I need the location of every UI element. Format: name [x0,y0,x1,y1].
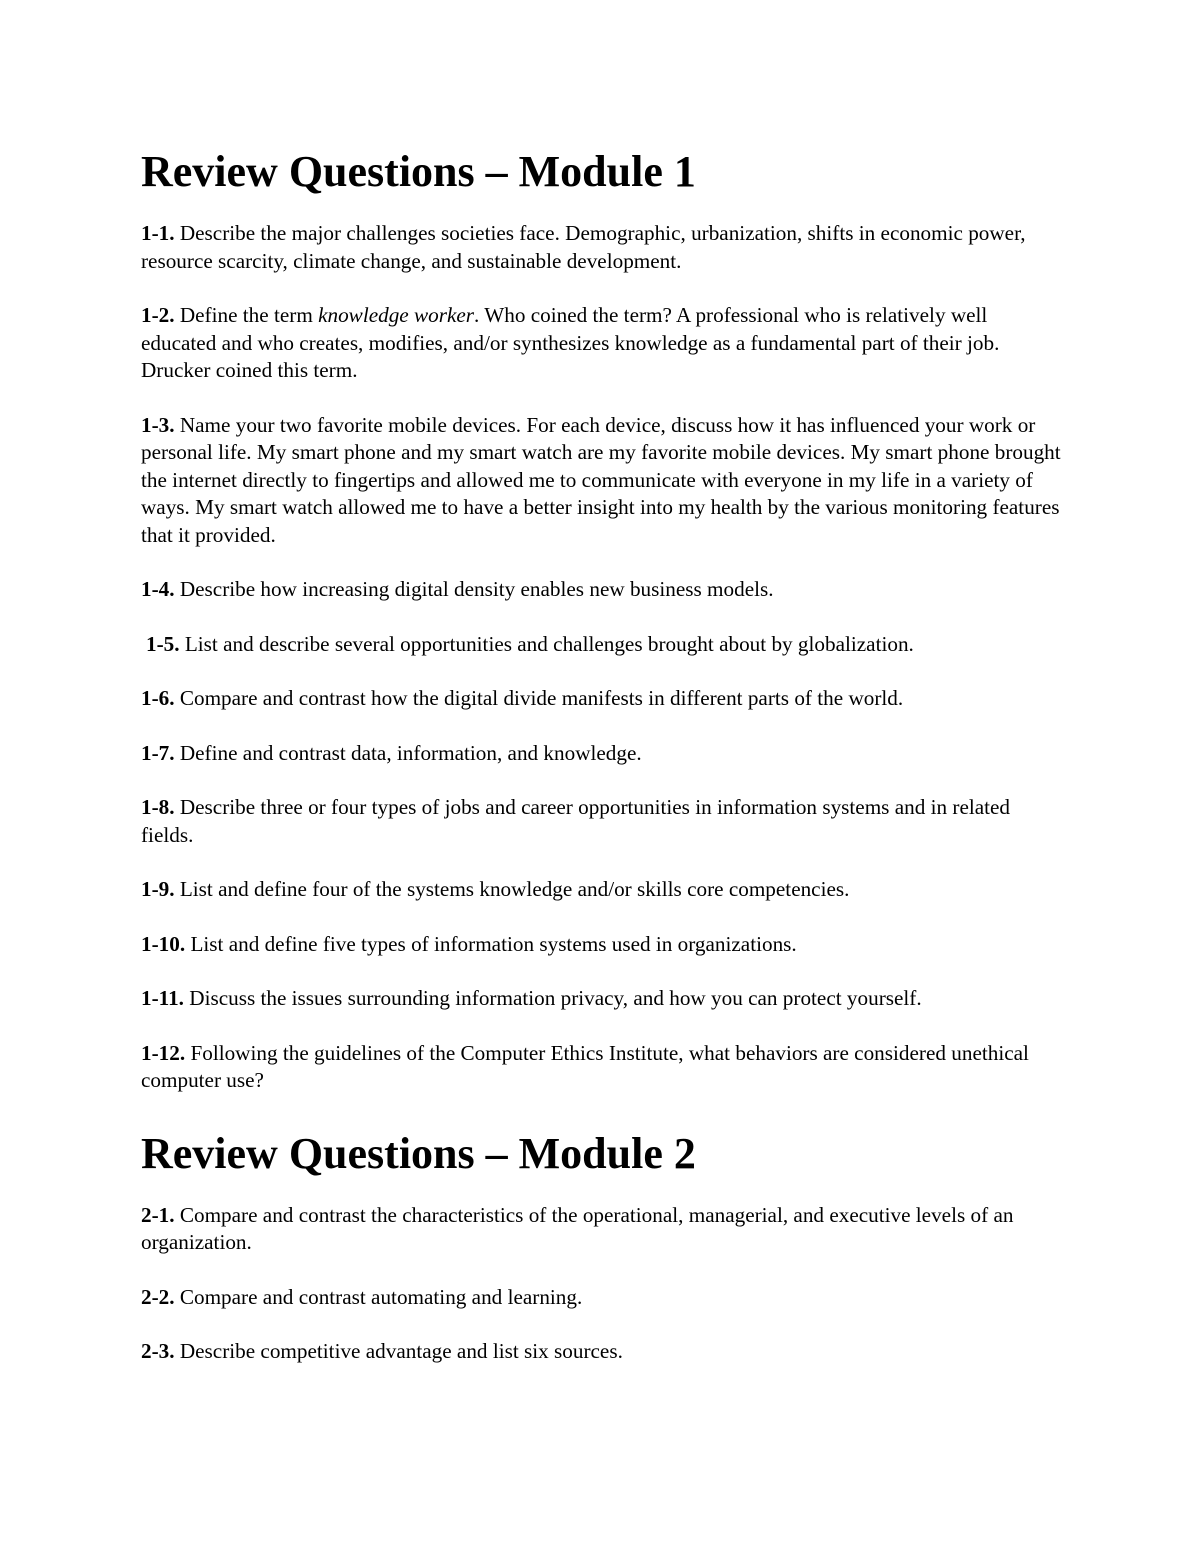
question-1-5 [141,631,1066,659]
question-number: 1-4. [141,577,175,601]
question-text: Describe competitive advantage and list six sources. [174,1339,623,1363]
question-number: 1-9. [141,877,175,901]
module-1-heading: Review Questions – Module 1 [141,147,696,196]
question-number: 1-10. [141,931,186,956]
question-text-after: . Who coined the term? A professional who is relatively well educated and who creates, modifies, and/or synthesizes knowledge as a fundamental part of their job. Drucker coined this term. [141,303,1000,382]
question-number: 1-3. [141,412,175,437]
question-text: Compare and contrast automating and learning. [174,1284,583,1309]
question-text: Describe how increasing digital density enables new business models. [174,577,774,601]
question-text: Discuss the issues surrounding information privacy, and how you can protect yourself. [183,986,922,1010]
question-number: 1-1. [141,221,175,245]
question-2-1 [141,1202,1066,1257]
question-text: Define and contrast data, information, and knowledge. [174,740,642,765]
question-text: List and define four of the systems knowledge and/or skills core competencies. [174,877,850,901]
question-1-8 [141,794,1066,849]
question-1-10 [141,931,1066,959]
question-text: Following the guidelines of the Computer Ethics Institute, what behaviors are considered unethical computer use? [141,1040,1029,1092]
document-page [141,140,1066,1393]
question-1-9 [141,876,1066,904]
question-1-1 [141,220,1066,275]
term-knowledge-worker: knowledge worker [318,303,475,327]
question-number: 1-6. [141,686,175,710]
question-number: 1-2. [141,303,175,327]
question-text: List and define five types of information systems used in organizations. [185,931,797,956]
question-text: Name your two favorite mobile devices. For each device, discuss how it has influenced your work or personal life. My smart phone and my smart watch are my favorite mobile devices. My smart phone brought the internet directly to fingertips and allowed me to communicate with everyone in my life in a variety of ways. My smart watch allowed me to have a better insight into my health by the various monitoring features that it provided. [141,412,1061,547]
question-1-7 [141,740,1066,768]
question-2-2 [141,1284,1066,1312]
question-2-3 [141,1338,1066,1366]
question-number: 1-7. [141,740,175,765]
question-number: 1-8. [141,795,175,819]
question-1-12 [141,1040,1066,1095]
question-1-3 [141,412,1066,550]
module-2-heading: Review Questions – Module 2 [141,1128,696,1178]
question-text: Describe the major challenges societies face. Demographic, urbanization, shifts in economic power, resource scarcity, climate change, and sustainable development. [141,221,1026,273]
question-1-2 [141,302,1066,385]
question-number: 2-3. [141,1339,175,1363]
question-text: Compare and contrast the characteristics of the operational, managerial, and executive levels of an organization. [141,1202,1014,1254]
question-number: 1-11. [141,986,184,1010]
question-1-6 [141,685,1066,713]
question-text: Compare and contrast how the digital divide manifests in different parts of the world. [174,686,904,710]
question-text: Describe three or four types of jobs and career opportunities in information systems and in related fields. [141,795,1011,847]
question-number: 1-12. [141,1040,186,1065]
question-number: 1-5. [146,631,180,656]
question-1-4 [141,576,1066,604]
question-text-before: Define the term [174,303,319,327]
question-number: 2-1. [141,1202,175,1227]
question-text: List and describe several opportunities and challenges brought about by globalization. [179,631,914,656]
question-number: 2-2. [141,1284,175,1309]
question-1-11 [141,985,1066,1013]
